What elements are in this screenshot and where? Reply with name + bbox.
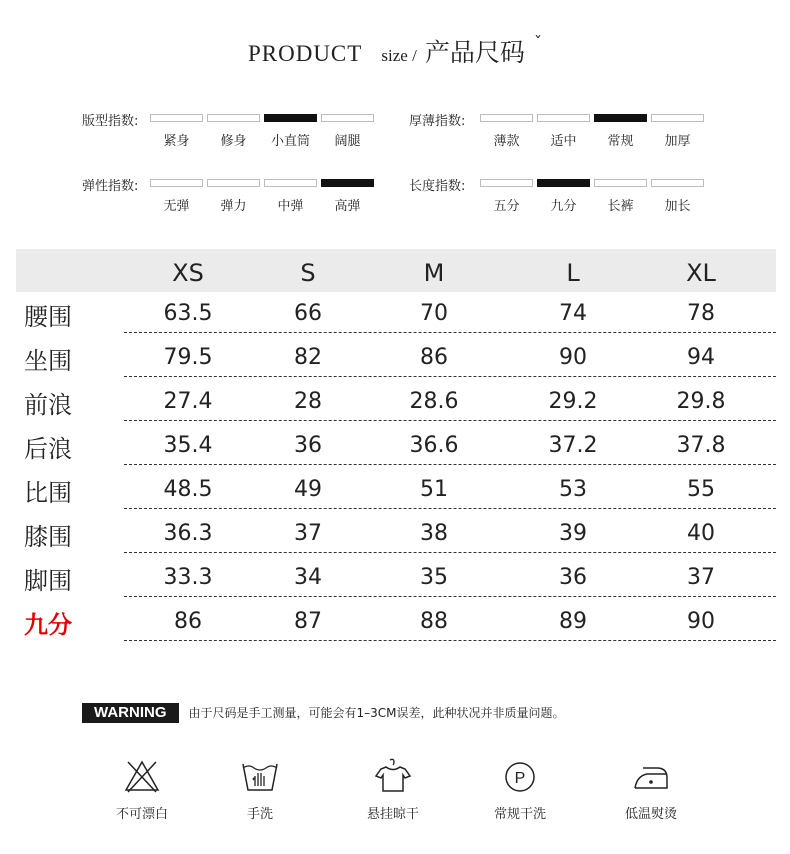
index-bar (480, 179, 533, 187)
table-cell: 36 (559, 565, 587, 590)
index-option: 九分 (550, 199, 577, 214)
table-cell: 86 (174, 609, 202, 634)
index-bar (651, 114, 704, 122)
index-option: 阔腿 (334, 134, 361, 149)
table-cell: 33.3 (163, 565, 213, 590)
table-cell: 27.4 (163, 389, 213, 414)
row-divider (124, 332, 776, 333)
warning-text: 由于尺码是手工测量，可能会有1–3CM误差，此种状况并非质量问题。 (188, 706, 565, 720)
table-cell: 49 (294, 477, 322, 502)
page-title (0, 33, 790, 69)
table-cell: 82 (294, 345, 322, 370)
index-option: 长裤 (607, 199, 634, 214)
table-row (16, 292, 776, 336)
table-cell: 36.3 (163, 521, 213, 546)
care-low-iron (606, 758, 696, 822)
chevron-down-icon: ˇ (534, 33, 543, 52)
index-bar (150, 114, 203, 122)
index-option: 常规 (607, 134, 634, 149)
table-cell: 37 (687, 565, 715, 590)
table-cell: 29.8 (676, 389, 726, 414)
row-divider (124, 596, 776, 597)
care-no-bleach (97, 758, 187, 822)
row-label: 九分 (24, 611, 72, 639)
hang-dry-icon (373, 758, 413, 794)
row-divider (124, 376, 776, 377)
index-bar (651, 179, 704, 187)
warning-note (82, 702, 565, 723)
index-option: 修身 (220, 134, 247, 149)
table-cell: 37.2 (548, 433, 598, 458)
row-divider (124, 552, 776, 553)
row-label: 膝围 (24, 523, 72, 551)
index-label: 厚薄指数: (409, 114, 466, 129)
index-label: 长度指数: (409, 179, 466, 194)
row-label: 比围 (24, 479, 72, 507)
table-cell: 66 (294, 301, 322, 326)
index-bar (537, 179, 590, 187)
care-hand-wash (215, 758, 305, 822)
index-bar (321, 179, 374, 187)
size-table-body (16, 292, 776, 644)
table-cell: 34 (294, 565, 322, 590)
index-label: 版型指数: (82, 114, 139, 129)
table-cell: 90 (687, 609, 715, 634)
index-bar (264, 179, 317, 187)
dry-clean-glyph: P (514, 770, 526, 787)
table-cell: 38 (420, 521, 448, 546)
index-bar (594, 179, 647, 187)
row-label: 坐围 (24, 347, 72, 375)
table-cell: 74 (559, 301, 587, 326)
title-product: PRODUCT (247, 41, 363, 66)
row-label: 腰围 (24, 303, 72, 331)
size-table (16, 249, 776, 644)
row-divider (124, 420, 776, 421)
care-hang-dry (348, 758, 438, 822)
index-label: 弹性指数: (82, 179, 139, 194)
care-label: 低温熨烫 (624, 807, 677, 822)
no-bleach-icon (122, 758, 162, 794)
title-size: size / (381, 46, 417, 65)
table-cell: 39 (559, 521, 587, 546)
index-option: 适中 (550, 134, 577, 149)
table-cell: 36.6 (409, 433, 459, 458)
index-option: 小直筒 (270, 134, 310, 149)
row-divider (124, 640, 776, 641)
table-cell: 63.5 (163, 301, 213, 326)
size-header-l: L (566, 259, 580, 287)
table-cell: 36 (294, 433, 322, 458)
care-label: 悬挂晾干 (366, 807, 419, 822)
size-header-m: M (423, 259, 445, 287)
table-cell: 35 (420, 565, 448, 590)
table-cell: 28.6 (409, 389, 459, 414)
care-dry-clean (475, 758, 565, 822)
index-option: 薄款 (493, 134, 520, 149)
index-option: 加长 (664, 199, 691, 214)
row-label: 脚围 (24, 567, 72, 595)
table-row (16, 556, 776, 600)
row-label: 前浪 (24, 391, 72, 419)
table-cell: 40 (687, 521, 715, 546)
row-divider (124, 508, 776, 509)
table-cell: 51 (420, 477, 448, 502)
table-cell: 88 (420, 609, 448, 634)
table-cell: 48.5 (163, 477, 213, 502)
table-cell: 87 (294, 609, 322, 634)
index-option: 弹力 (220, 199, 247, 214)
care-label: 常规干洗 (493, 807, 546, 822)
table-cell: 29.2 (548, 389, 598, 414)
table-cell: 89 (559, 609, 587, 634)
table-cell: 94 (687, 345, 715, 370)
table-row (16, 336, 776, 380)
size-header-xs: XS (172, 259, 204, 287)
hand-wash-icon (240, 758, 280, 794)
size-header-xl: XL (686, 259, 716, 287)
table-cell: 86 (420, 345, 448, 370)
dry-clean-icon (500, 758, 540, 794)
index-bar (150, 179, 203, 187)
index-bar (480, 114, 533, 122)
table-row (16, 600, 776, 644)
index-option: 紧身 (163, 134, 190, 149)
table-cell: 28 (294, 389, 322, 414)
index-option: 高弹 (334, 199, 361, 214)
table-row (16, 512, 776, 556)
table-cell: 78 (687, 301, 715, 326)
size-header-s: S (300, 259, 316, 287)
table-cell: 37 (294, 521, 322, 546)
table-cell: 79.5 (163, 345, 213, 370)
index-bar (537, 114, 590, 122)
table-cell: 37.8 (676, 433, 726, 458)
warning-badge: WARNING (82, 703, 179, 723)
index-option: 无弹 (163, 199, 190, 214)
table-cell: 55 (687, 477, 715, 502)
table-row (16, 380, 776, 424)
index-bar (207, 179, 260, 187)
index-bar (207, 114, 260, 122)
row-divider (124, 464, 776, 465)
table-cell: 70 (420, 301, 448, 326)
table-cell: 90 (559, 345, 587, 370)
table-row (16, 424, 776, 468)
care-label: 手洗 (246, 807, 273, 822)
index-option: 加厚 (664, 134, 691, 149)
table-cell: 35.4 (163, 433, 213, 458)
title-chinese: 产品尺码 (424, 38, 525, 67)
index-bar (321, 114, 374, 122)
index-option: 中弹 (277, 199, 304, 214)
index-bar (264, 114, 317, 122)
table-cell: 53 (559, 477, 587, 502)
size-table-header (16, 249, 776, 292)
index-bar (594, 114, 647, 122)
index-option: 五分 (493, 199, 520, 214)
row-label: 后浪 (24, 435, 72, 463)
table-row (16, 468, 776, 512)
care-label: 不可漂白 (115, 807, 168, 822)
low-iron-icon (631, 758, 671, 794)
